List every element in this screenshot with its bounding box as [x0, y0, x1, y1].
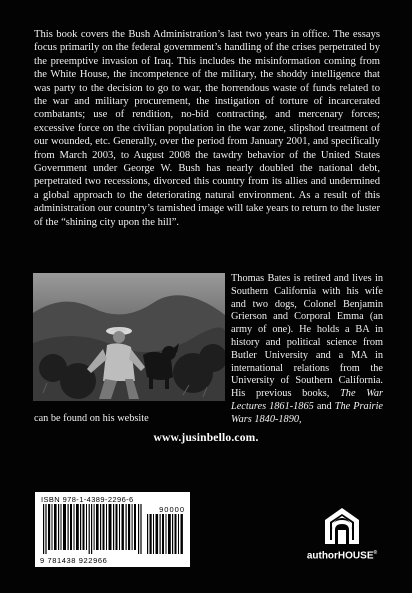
author-bio-comma: ,	[299, 413, 302, 425]
price-code: 90000	[159, 505, 185, 514]
addon-barcode-icon	[147, 514, 185, 554]
author-bio-text: Thomas Bates is retired and lives in Southern California with his wife and two dogs, Colonel Benjamin Grierson and Corporal Emma (an army of one). He holds a BA in history and political science from Butler University and a MA in international relations from the University of Southern California. His previous books,	[231, 273, 383, 400]
authorhouse-arch-logo-icon	[321, 506, 363, 546]
publisher-logo	[302, 506, 382, 570]
author-bio	[231, 273, 383, 427]
book-description: This book covers the Bush Administration’s last two years in office. The essays focus primarily on the federal government’s handling of the crises perpetrated by the preemptive invasion of Iraq. This includes the misinformation coming from the White House, the incompetence of the military, the shoddy intelligence that was party to the decision to go to war, the horrendous waste of funds related to the war and military procurement, the instigation of torture of incarcerated combatants; use of rendition, no-bid contracting, and mercenary forces; excessive force on the civilian population in the war zone, slipshod treatment of our wounded, etc. Generally, over the period from January 2001, and specifically from March 2003, to August 2008 the tawdry behavior of the United States Government under George W. Bush has nearly doubled the national debt, perpetrated two recessions, divorced this country from its allies and undermined a global approach to the deteriorating natural environment. As a result of this administration our country’s tarnished image will take years to return to the luster of the “shining city upon the hill”.	[34, 29, 380, 228]
registered-mark: ®	[373, 550, 378, 556]
ean-number: 9 781438 922966	[40, 556, 108, 565]
publisher-name	[302, 550, 382, 561]
author-website: www.jusinbello.com.	[153, 432, 259, 444]
author-photo	[33, 273, 225, 401]
man-with-dog-photo-icon	[33, 273, 225, 401]
book-title-war-lectures: The War Lectures 1861-1865	[231, 388, 383, 412]
book-title-prairie-wars: The Prairie Wars 1840-1890	[231, 400, 383, 425]
author-bio-tail: can be found on his website	[34, 413, 149, 424]
isbn-label: ISBN 978-1-4389-2296-6	[41, 495, 134, 504]
publisher-name-text: authorHOUSE	[306, 550, 374, 562]
ean-barcode-icon	[43, 504, 143, 554]
barcode	[35, 492, 190, 567]
author-bio-connector: and	[313, 400, 335, 412]
